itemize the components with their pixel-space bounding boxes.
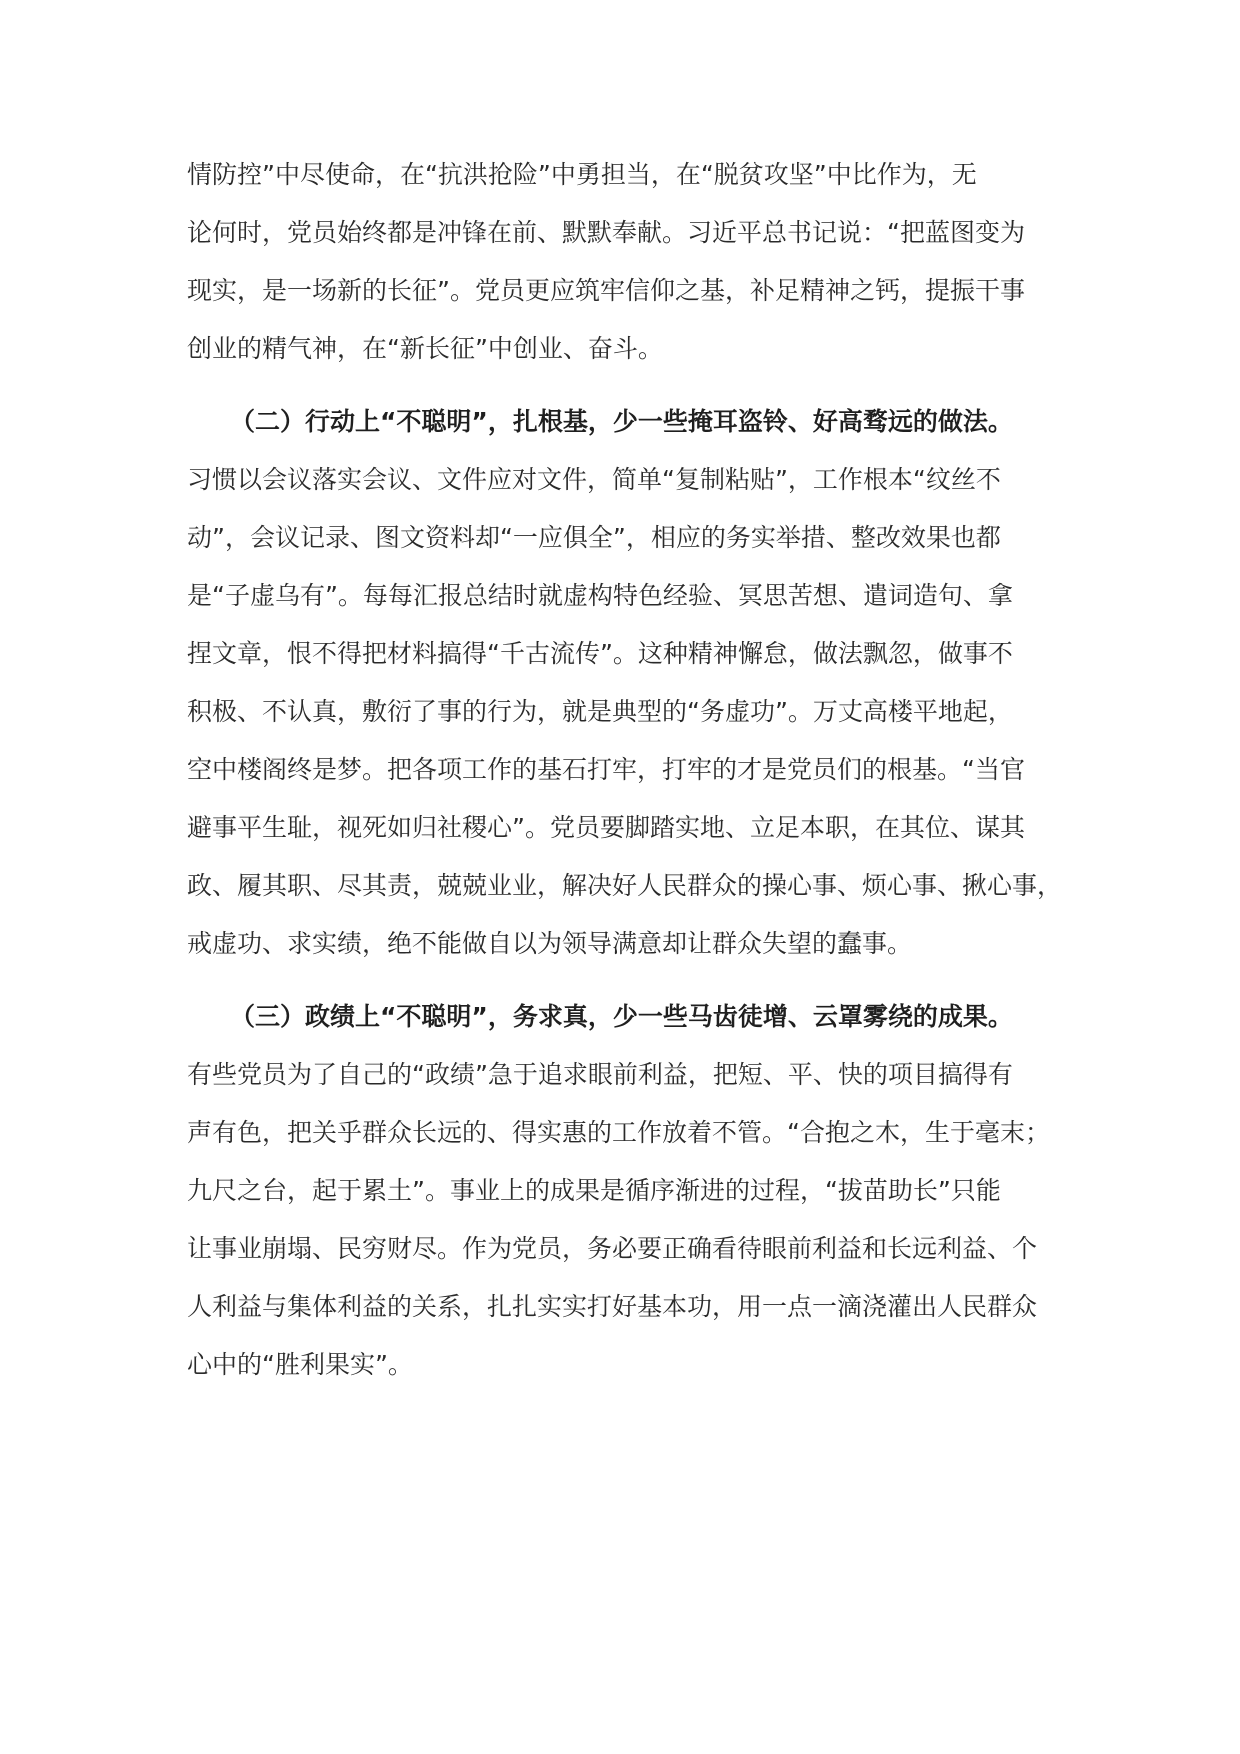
paragraph-1-line-2: 论何时，党员始终都是冲锋在前、默默奉献。习近平总书记说：“把蓝图变为	[187, 218, 1025, 247]
section-heading-2: （二）行动上“不聪明”，扎根基，少一些掩耳盗铃、好高骛远的做法。	[230, 407, 1013, 436]
paragraph-1-line-4: 创业的精气神，在“新长征”中创业、奋斗。	[187, 334, 663, 363]
paragraph-3-line-1: 有些党员为了自己的“政绩”急于追求眼前利益，把短、平、快的项目搞得有	[187, 1060, 1013, 1089]
paragraph-2-line-5: 积极、不认真，敷衍了事的行为，就是典型的“务虚功”。万丈高楼平地起，	[187, 697, 1013, 726]
paragraph-2-line-2: 动”，会议记录、图文资料却“一应俱全”，相应的务实举措、整改效果也都	[187, 523, 1001, 552]
section-heading-3: （三）政绩上“不聪明”，务求真，少一些马齿徒增、云罩雾绕的成果。	[230, 1002, 1013, 1031]
paragraph-2-line-7: 避事平生耻，视死如归社稷心”。党员要脚踏实地、立足本职，在其位、谋其	[187, 813, 1025, 842]
paragraph-2-line-4: 捏文章，恨不得把材料搞得“千古流传”。这种精神懈怠，做法飘忽，做事不	[187, 639, 1013, 668]
paragraph-3-line-3: 九尺之台，起于累土”。事业上的成果是循序渐进的过程，“拔苗助长”只能	[187, 1176, 1001, 1205]
paragraph-2-line-8: 政、履其职、尽其责，兢兢业业，解决好人民群众的操心事、烦心事、揪心事，	[187, 871, 1063, 900]
paragraph-2-line-6: 空中楼阁终是梦。把各项工作的基石打牢，打牢的才是党员们的根基。“当官	[187, 755, 1025, 784]
paragraph-1-line-3: 现实，是一场新的长征”。党员更应筑牢信仰之基，补足精神之钙，提振干事	[187, 276, 1025, 305]
paragraph-2-line-3: 是“子虚乌有”。每每汇报总结时就虚构特色经验、冥思苦想、遣词造句、拿	[187, 581, 1013, 610]
paragraph-2-line-9: 戒虚功、求实绩，绝不能做自以为领导满意却让群众失望的蠢事。	[187, 929, 913, 958]
paragraph-3-line-2: 声有色，把关乎群众长远的、得实惠的工作放着不管。“合抱之木，生于毫末；	[187, 1118, 1050, 1147]
paragraph-3-line-6: 心中的“胜利果实”。	[187, 1350, 413, 1379]
paragraph-1-line-1: 情防控”中尽使命，在“抗洪抢险”中勇担当，在“脱贫攻坚”中比作为，无	[187, 160, 977, 189]
paragraph-3-line-5: 人利益与集体利益的关系，扎扎实实打好基本功，用一点一滴浇灌出人民群众	[187, 1292, 1038, 1321]
paragraph-3-line-4: 让事业崩塌、民穷财尽。作为党员，务必要正确看待眼前利益和长远利益、个	[187, 1234, 1038, 1263]
paragraph-2-line-1: 习惯以会议落实会议、文件应对文件，简单“复制粘贴”，工作根本“纹丝不	[187, 465, 1001, 494]
